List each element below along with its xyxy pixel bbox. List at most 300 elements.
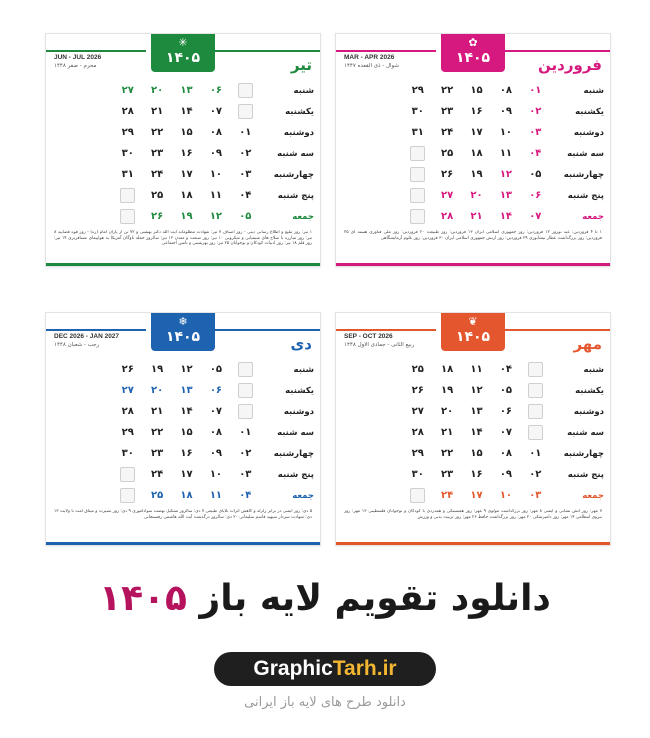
year-badge <box>441 34 505 72</box>
day-cell <box>142 187 171 205</box>
day-number: ۱۳ <box>180 85 193 96</box>
day-cell <box>521 187 550 205</box>
weekday-label: پنج شنبه <box>277 190 314 201</box>
day-cell <box>231 466 260 484</box>
season-icon: ✿ <box>468 36 478 49</box>
empty-day-cell <box>521 403 550 421</box>
hijri-range: رجب - شعبان ۱۴۴۸ <box>54 342 100 348</box>
day-number: ۱۹ <box>151 364 164 375</box>
badge-year: ۱۴۰۵ <box>165 329 201 345</box>
day-number: ۱۷ <box>470 490 483 501</box>
day-number: ۰۹ <box>209 148 223 159</box>
day-number: ۰۲ <box>529 469 542 480</box>
day-cell <box>201 166 230 184</box>
calendar-panel-tir <box>45 33 321 267</box>
day-number: ۳۰ <box>121 148 134 159</box>
day-number: ۱۸ <box>470 148 483 159</box>
day-number: ۲۸ <box>441 211 454 222</box>
day-number: ۰۵ <box>209 364 223 375</box>
day-number: ۲۲ <box>441 85 454 96</box>
weekday-label: شنبه <box>583 364 604 375</box>
empty-box <box>528 383 543 398</box>
day-cell <box>403 82 432 100</box>
day-cell <box>491 403 520 421</box>
day-number: ۰۱ <box>239 427 252 438</box>
weekday-row <box>54 122 314 143</box>
day-cell <box>201 187 230 205</box>
empty-box <box>238 104 253 119</box>
month-name: دی <box>290 335 312 353</box>
day-cell <box>521 166 550 184</box>
weekday-label: سه شنبه <box>277 148 314 159</box>
day-number: ۱۷ <box>180 169 193 180</box>
weekday-label: چهارشنبه <box>563 169 604 180</box>
day-number: ۱۶ <box>180 448 193 459</box>
day-cell <box>462 487 491 505</box>
day-number: ۲۱ <box>151 406 164 417</box>
day-cell <box>403 424 432 442</box>
empty-box <box>410 146 425 161</box>
day-number: ۲۰ <box>441 406 454 417</box>
day-cell <box>491 187 520 205</box>
weekday-label: جمعه <box>292 490 314 501</box>
day-cell <box>113 424 142 442</box>
day-cell <box>521 124 550 142</box>
day-number: ۲۴ <box>441 490 454 501</box>
day-number: ۲۰ <box>151 385 164 396</box>
day-number: ۰۸ <box>209 427 223 438</box>
day-number: ۰۷ <box>529 211 542 222</box>
day-number: ۱۸ <box>441 364 454 375</box>
weekday-row <box>54 143 314 164</box>
day-number: ۲۰ <box>470 190 483 201</box>
day-number: ۱۸ <box>180 490 193 501</box>
empty-day-cell <box>113 187 142 205</box>
day-cell <box>172 361 201 379</box>
day-number: ۰۳ <box>239 169 252 180</box>
day-cell <box>521 103 550 121</box>
day-cell <box>231 487 260 505</box>
day-number: ۱۰ <box>499 490 513 501</box>
bottom-bar <box>46 263 320 266</box>
day-cell <box>491 361 520 379</box>
day-number: ۱۲ <box>499 169 513 180</box>
day-number: ۰۷ <box>209 106 223 117</box>
day-number: ۲۳ <box>441 106 454 117</box>
day-cell <box>521 208 550 226</box>
empty-box <box>238 362 253 377</box>
occasions-text: ۷ مهر: روز آتش نشانی و ایمنی ۸ مهر: روز بزرگداشت مولوی ۹ مهر: روز همبستگی و همدردی با کودکان و نوجوانان فلسطینی ۱۳ مهر: روز نیروی انتظامی ۱۴ مهر: روز دامپزشکی ۲۰ مهر: روز بزرگداشت حافظ ۲۶ مهر: روز تربیت بدنی و ورزش <box>344 509 602 520</box>
day-grid <box>344 80 604 227</box>
graphictarh-logo[interactable] <box>214 652 436 686</box>
day-cell <box>403 445 432 463</box>
empty-day-cell <box>521 424 550 442</box>
day-cell <box>491 382 520 400</box>
weekday-row <box>54 443 314 464</box>
weekday-label: دوشنبه <box>573 127 604 138</box>
day-number: ۱۶ <box>180 148 193 159</box>
day-cell <box>172 82 201 100</box>
badge-year: ۱۴۰۵ <box>455 329 491 345</box>
weekday-row <box>54 485 314 506</box>
day-cell <box>113 103 142 121</box>
day-number: ۲۸ <box>411 427 424 438</box>
header-line-right <box>500 329 610 331</box>
day-cell <box>432 208 461 226</box>
day-cell <box>491 145 520 163</box>
day-number: ۱۳ <box>470 406 483 417</box>
day-cell <box>113 82 142 100</box>
year-badge <box>151 313 215 351</box>
day-cell <box>462 208 491 226</box>
day-number: ۲۸ <box>121 106 134 117</box>
day-cell <box>432 103 461 121</box>
day-cell <box>432 382 461 400</box>
day-number: ۱۹ <box>441 385 454 396</box>
day-cell <box>521 487 550 505</box>
gregorian-range: SEP - OCT 2026 <box>344 333 393 340</box>
day-cell <box>432 166 461 184</box>
badge-year: ۱۴۰۵ <box>455 50 491 66</box>
empty-day-cell <box>403 145 432 163</box>
day-cell <box>142 445 171 463</box>
day-cell <box>172 382 201 400</box>
day-cell <box>491 208 520 226</box>
day-number: ۰۵ <box>239 211 252 222</box>
day-number: ۱۹ <box>470 169 483 180</box>
weekday-row <box>344 80 604 101</box>
year-badge <box>441 313 505 351</box>
day-cell <box>491 166 520 184</box>
day-cell <box>403 466 432 484</box>
day-number: ۳۱ <box>411 127 424 138</box>
day-number: ۱۳ <box>180 385 193 396</box>
empty-day-cell <box>521 382 550 400</box>
empty-box <box>120 488 135 503</box>
day-number: ۰۴ <box>499 364 513 375</box>
day-number: ۳۱ <box>121 169 134 180</box>
gregorian-range: MAR - APR 2026 <box>344 54 395 61</box>
empty-day-cell <box>231 82 260 100</box>
weekday-row <box>344 185 604 206</box>
weekday-label: یکشنبه <box>575 385 604 396</box>
bottom-bar <box>336 263 610 266</box>
day-cell <box>521 82 550 100</box>
occasions-text: ۵ دی: روز ایمنی در برابر زلزله و کاهش اثرات بلایای طبیعی ۷ دی: سالروز تشکیل نهضت سوادآموزی ۹ دی: روز بصیرت و میثاق امت با ولایت ۱۳ دی: شهادت سردار سپهبد قاسم سلیمانی ۲۰ دی: سالروز درگذشت آیت الله هاشمی رفسنجانی <box>54 509 312 520</box>
day-number: ۰۵ <box>499 385 513 396</box>
empty-day-cell <box>521 361 550 379</box>
day-cell <box>491 445 520 463</box>
empty-day-cell <box>403 166 432 184</box>
weekday-row <box>344 122 604 143</box>
day-number: ۲۴ <box>151 469 164 480</box>
day-number: ۰۸ <box>209 127 223 138</box>
weekday-row <box>54 359 314 380</box>
day-cell <box>432 445 461 463</box>
bottom-bar <box>46 542 320 545</box>
day-cell <box>432 466 461 484</box>
day-cell <box>231 424 260 442</box>
empty-box <box>528 425 543 440</box>
day-cell <box>201 103 230 121</box>
day-number: ۲۸ <box>121 406 134 417</box>
calendar-panel-mehr <box>335 312 611 546</box>
day-number: ۳۰ <box>411 106 424 117</box>
day-number: ۲۵ <box>441 148 454 159</box>
day-cell <box>201 487 230 505</box>
header-line-right <box>500 50 610 52</box>
day-number: ۰۹ <box>499 469 513 480</box>
empty-day-cell <box>403 208 432 226</box>
day-number: ۲۷ <box>441 190 454 201</box>
weekday-label: دوشنبه <box>283 406 314 417</box>
day-number: ۱۸ <box>180 190 193 201</box>
weekday-label: سه شنبه <box>567 148 604 159</box>
calendar-panel-farvardin <box>335 33 611 267</box>
day-number: ۱۴ <box>180 106 193 117</box>
year-badge <box>151 34 215 72</box>
day-number: ۱۱ <box>209 190 223 201</box>
empty-day-cell <box>113 466 142 484</box>
day-number: ۲۵ <box>411 364 424 375</box>
day-cell <box>201 208 230 226</box>
day-number: ۱۴ <box>470 427 483 438</box>
badge-year: ۱۴۰۵ <box>165 50 201 66</box>
day-cell <box>491 424 520 442</box>
day-number: ۰۳ <box>239 469 252 480</box>
day-cell <box>201 382 230 400</box>
day-cell <box>142 145 171 163</box>
day-number: ۱۰ <box>209 169 223 180</box>
day-grid <box>54 359 314 506</box>
gregorian-range: DEC 2026 - JAN 2027 <box>54 333 120 340</box>
day-cell <box>403 361 432 379</box>
weekday-row <box>54 464 314 485</box>
empty-day-cell <box>231 361 260 379</box>
header-line-right <box>210 329 320 331</box>
day-cell <box>113 445 142 463</box>
gregorian-range: JUN - JUL 2026 <box>54 54 102 61</box>
day-number: ۰۳ <box>529 490 542 501</box>
header-line-left <box>46 329 146 331</box>
day-number: ۰۱ <box>529 85 542 96</box>
weekday-row <box>344 485 604 506</box>
day-cell <box>231 208 260 226</box>
day-number: ۰۲ <box>529 106 542 117</box>
weekday-label: یکشنبه <box>575 106 604 117</box>
day-number: ۰۱ <box>529 448 542 459</box>
weekday-row <box>344 164 604 185</box>
day-number: ۱۹ <box>180 211 193 222</box>
day-cell <box>201 445 230 463</box>
day-number: ۱۶ <box>470 469 483 480</box>
day-number: ۲۷ <box>411 406 424 417</box>
weekday-label: چهارشنبه <box>273 448 314 459</box>
day-cell <box>172 466 201 484</box>
empty-day-cell <box>231 382 260 400</box>
day-number: ۲۲ <box>151 427 164 438</box>
weekday-label: یکشنبه <box>285 106 314 117</box>
day-cell <box>432 403 461 421</box>
day-cell <box>462 82 491 100</box>
day-cell <box>462 166 491 184</box>
day-cell <box>201 361 230 379</box>
empty-box <box>238 383 253 398</box>
day-cell <box>491 487 520 505</box>
weekday-label: شنبه <box>293 85 314 96</box>
day-number: ۲۴ <box>151 169 164 180</box>
day-cell <box>201 82 230 100</box>
empty-day-cell <box>403 487 432 505</box>
day-number: ۰۶ <box>499 406 513 417</box>
weekday-row <box>344 101 604 122</box>
day-number: ۰۱ <box>239 127 252 138</box>
weekday-label: پنج شنبه <box>277 469 314 480</box>
day-number: ۱۲ <box>209 211 223 222</box>
day-number: ۰۵ <box>529 169 542 180</box>
weekday-label: پنج شنبه <box>567 190 604 201</box>
day-cell <box>172 103 201 121</box>
day-cell <box>521 445 550 463</box>
day-grid <box>54 80 314 227</box>
day-cell <box>491 466 520 484</box>
day-number: ۰۹ <box>209 448 223 459</box>
day-cell <box>462 403 491 421</box>
day-cell <box>172 445 201 463</box>
season-icon: ✳ <box>178 36 188 49</box>
month-name: فروردین <box>538 56 602 74</box>
day-cell <box>432 82 461 100</box>
day-number: ۰۶ <box>209 85 223 96</box>
day-number: ۲۲ <box>151 127 164 138</box>
day-number: ۱۲ <box>470 385 483 396</box>
day-cell <box>142 124 171 142</box>
day-cell <box>432 361 461 379</box>
day-cell <box>172 166 201 184</box>
day-number: ۲۵ <box>151 190 164 201</box>
season-icon: ❄ <box>178 315 188 328</box>
calendar-panel-dey <box>45 312 321 546</box>
day-number: ۰۴ <box>239 490 252 501</box>
month-name: تیر <box>290 56 312 74</box>
empty-box <box>410 188 425 203</box>
weekday-row <box>344 464 604 485</box>
day-number: ۲۹ <box>121 127 134 138</box>
hijri-range: محرم - صفر ۱۴۴۸ <box>54 63 97 69</box>
day-number: ۲۱ <box>470 211 483 222</box>
header-line-right <box>210 50 320 52</box>
day-cell <box>403 403 432 421</box>
weekday-label: چهارشنبه <box>563 448 604 459</box>
weekday-label: دوشنبه <box>283 127 314 138</box>
day-number: ۰۷ <box>209 406 223 417</box>
weekday-row <box>54 401 314 422</box>
day-number: ۰۶ <box>209 385 223 396</box>
day-cell <box>462 145 491 163</box>
day-cell <box>172 424 201 442</box>
day-grid <box>344 359 604 506</box>
day-number: ۳۰ <box>411 469 424 480</box>
day-cell <box>403 103 432 121</box>
day-cell <box>491 103 520 121</box>
day-number: ۱۵ <box>180 427 193 438</box>
day-cell <box>142 424 171 442</box>
day-cell <box>521 145 550 163</box>
day-cell <box>432 124 461 142</box>
logo-part-1: Graphic <box>253 657 333 680</box>
day-number: ۱۵ <box>470 85 483 96</box>
weekday-row <box>344 380 604 401</box>
weekday-label: سه شنبه <box>277 427 314 438</box>
day-cell <box>201 403 230 421</box>
header-line-left <box>336 329 436 331</box>
month-name: مهر <box>573 335 602 353</box>
headline-year: ۱۴۰۵ <box>99 578 187 619</box>
weekday-label: چهارشنبه <box>273 169 314 180</box>
day-cell <box>142 466 171 484</box>
day-number: ۱۶ <box>470 106 483 117</box>
day-number: ۰۹ <box>499 106 513 117</box>
day-number: ۰۴ <box>529 148 542 159</box>
empty-day-cell <box>403 187 432 205</box>
day-cell <box>462 103 491 121</box>
day-cell <box>462 445 491 463</box>
weekday-label: جمعه <box>582 490 604 501</box>
weekday-label: پنج شنبه <box>567 469 604 480</box>
day-cell <box>231 166 260 184</box>
headline <box>0 578 650 619</box>
header-line-left <box>46 50 146 52</box>
day-number: ۱۳ <box>499 190 513 201</box>
weekday-row <box>344 359 604 380</box>
day-number: ۰۲ <box>239 448 252 459</box>
day-cell <box>231 445 260 463</box>
day-cell <box>142 361 171 379</box>
empty-day-cell <box>113 208 142 226</box>
hijri-range: شوال - ذی القعده ۱۴۴۷ <box>344 63 399 69</box>
weekday-label: جمعه <box>292 211 314 222</box>
day-number: ۲۶ <box>411 385 424 396</box>
day-number: ۱۷ <box>180 469 193 480</box>
weekday-row <box>54 185 314 206</box>
day-number: ۱۰ <box>499 127 513 138</box>
weekday-row <box>54 206 314 227</box>
weekday-label: شنبه <box>293 364 314 375</box>
day-cell <box>113 361 142 379</box>
day-number: ۲۲ <box>441 448 454 459</box>
season-icon: ❦ <box>468 315 478 328</box>
hijri-range: ربیع الثانی - جمادی الاول ۱۴۴۸ <box>344 342 415 348</box>
day-number: ۲۱ <box>151 106 164 117</box>
day-cell <box>172 187 201 205</box>
day-cell <box>142 103 171 121</box>
headline-text: دانلود تقویم لایه باز <box>199 578 551 619</box>
day-number: ۰۸ <box>499 448 513 459</box>
weekday-row <box>344 143 604 164</box>
day-number: ۱۴ <box>499 211 513 222</box>
bottom-bar <box>336 542 610 545</box>
day-number: ۲۶ <box>441 169 454 180</box>
day-cell <box>172 487 201 505</box>
day-cell <box>172 145 201 163</box>
day-cell <box>231 145 260 163</box>
weekday-row <box>344 401 604 422</box>
logo-part-2: Tarh.ir <box>332 657 397 680</box>
day-number: ۲۹ <box>411 85 424 96</box>
empty-day-cell <box>113 487 142 505</box>
empty-box <box>410 488 425 503</box>
day-cell <box>172 124 201 142</box>
